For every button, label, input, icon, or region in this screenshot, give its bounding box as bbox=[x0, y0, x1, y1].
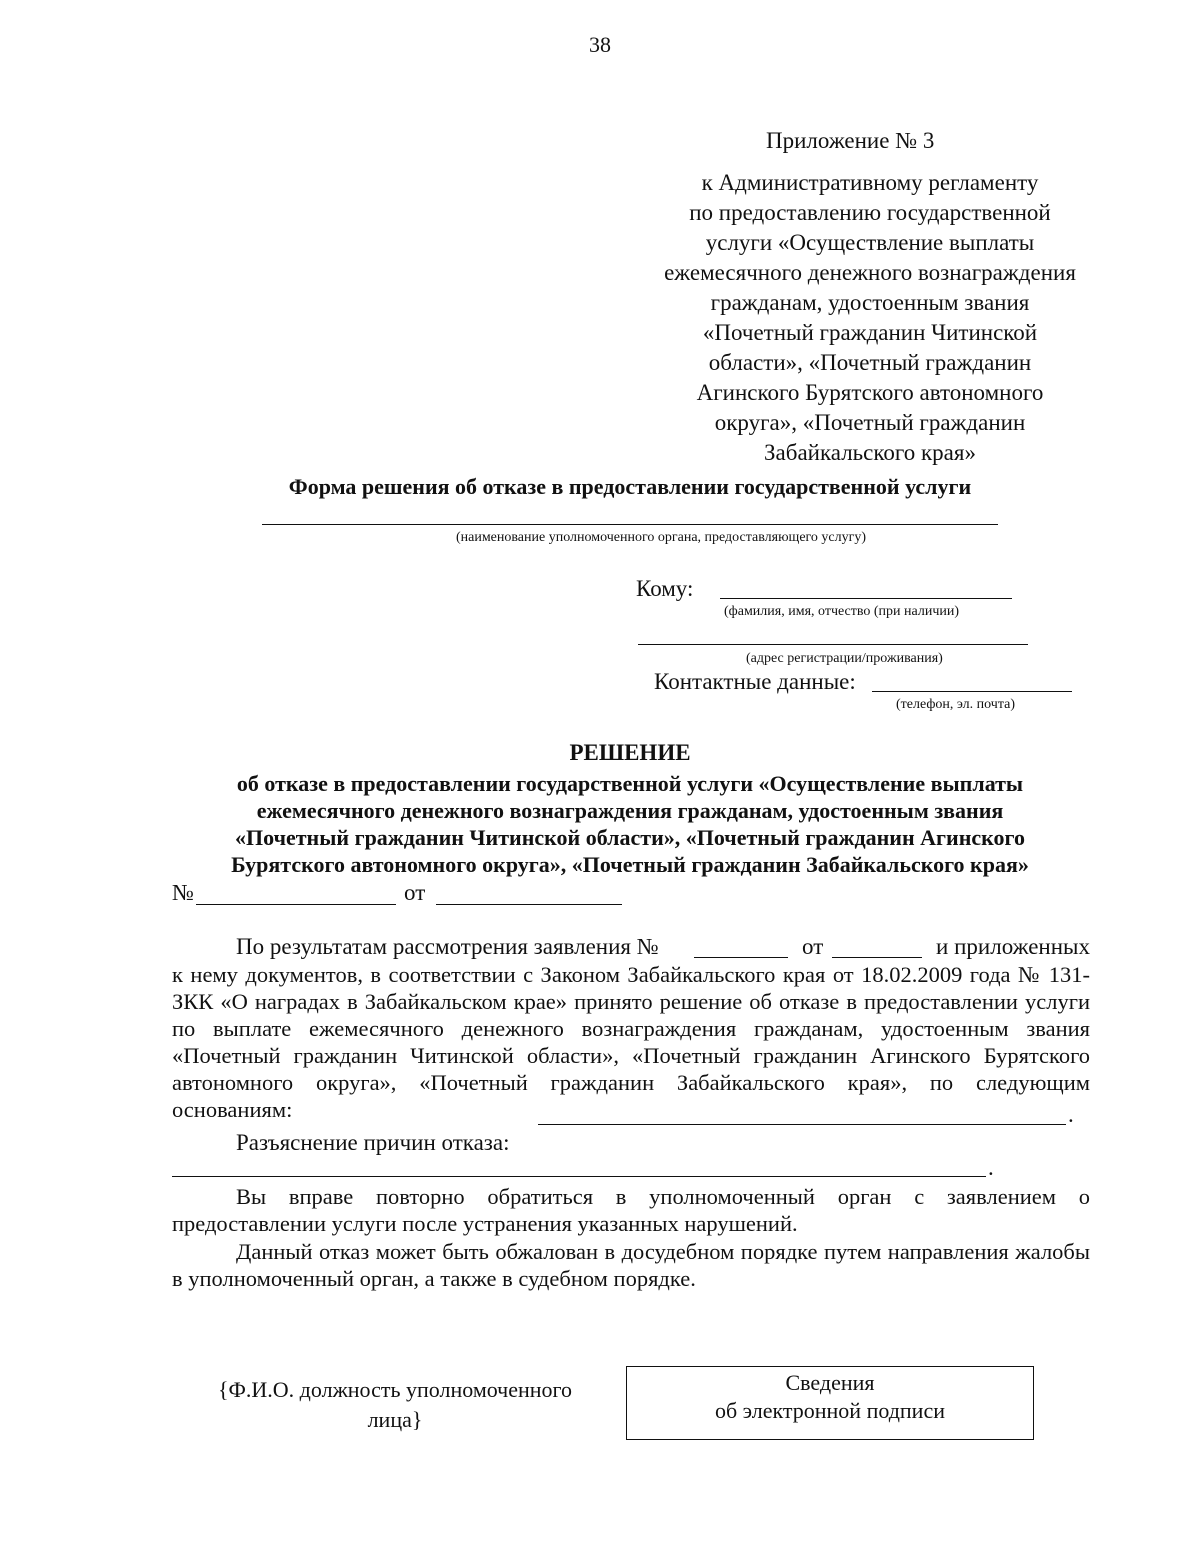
application-lead: По результатам рассмотрения заявления № bbox=[236, 934, 659, 959]
reasons-line bbox=[172, 1176, 986, 1177]
application-number-line bbox=[694, 957, 788, 958]
official-line: {Ф.И.О. должность уполномоченного bbox=[217, 1377, 573, 1402]
reapply-paragraph: Вы вправе повторно обратиться в уполномоченный орган с заявлением о предоставлении услуги после устранения указанных нарушений. bbox=[172, 1184, 1090, 1236]
appendix-line: к Административному регламенту bbox=[701, 170, 1039, 195]
authority-name-line bbox=[262, 524, 998, 525]
appendix-line: «Почетный гражданин Читинской bbox=[702, 320, 1038, 345]
grounds-line bbox=[538, 1124, 1066, 1125]
recipient-name-line bbox=[720, 598, 1012, 599]
official-line: лица} bbox=[367, 1407, 423, 1432]
decision-subtitle-line: «Почетный гражданин Читинской области», «Почетный гражданин Агинского bbox=[235, 825, 1025, 850]
decision-subtitle-line: ежемесячного денежного вознаграждения гражданам, удостоенным звания bbox=[256, 798, 1004, 823]
decision-title: РЕШЕНИЕ bbox=[569, 740, 691, 765]
appendix-title: Приложение № 3 bbox=[766, 128, 935, 153]
contacts-caption: (телефон, эл. почта) bbox=[896, 697, 1016, 712]
appendix-line: ежемесячного денежного вознаграждения bbox=[664, 260, 1076, 285]
appendix-line: области», «Почетный гражданин bbox=[708, 350, 1032, 375]
contacts-line bbox=[872, 691, 1072, 692]
appendix-line: гражданам, удостоенным звания bbox=[710, 290, 1030, 315]
electronic-signature-box bbox=[626, 1366, 1034, 1440]
recipient-name-caption: (фамилия, имя, отчество (при наличии) bbox=[724, 604, 960, 619]
appendix-reference bbox=[640, 168, 1100, 468]
recipient-address-line bbox=[638, 644, 1028, 645]
grounds-period: . bbox=[1068, 1102, 1074, 1127]
page-number: 38 bbox=[589, 32, 611, 57]
decision-subtitle bbox=[170, 770, 1090, 878]
decision-date-label: от bbox=[404, 880, 426, 905]
decision-subtitle-line: Бурятского автономного округа», «Почетный гражданин Забайкальского края» bbox=[231, 852, 1029, 877]
appendix-line: услуги «Осуществление выплаты bbox=[705, 230, 1035, 255]
to-label: Кому: bbox=[636, 576, 694, 601]
reasons-period: . bbox=[988, 1155, 994, 1180]
decision-number-line bbox=[196, 904, 396, 905]
application-date-line bbox=[832, 957, 922, 958]
official-signature-block bbox=[190, 1375, 600, 1435]
contacts-label: Контактные данные: bbox=[654, 669, 856, 694]
appendix-line: Забайкальского края» bbox=[764, 440, 976, 465]
form-title: Форма решения об отказе в предоставлении государственной услуги bbox=[288, 474, 972, 499]
appendix-line: округа», «Почетный гражданин bbox=[714, 410, 1026, 435]
appendix-line: Агинского Бурятского автономного bbox=[696, 380, 1044, 405]
reasons-label: Разъяснение причин отказа: bbox=[236, 1130, 510, 1155]
decision-subtitle-line: об отказе в предоставлении государственной услуги «Осуществление выплаты bbox=[236, 771, 1024, 796]
application-tail: и приложенных bbox=[936, 934, 1090, 959]
authority-caption: (наименование уполномоченного органа, предоставляющего услугу) bbox=[455, 530, 867, 545]
decision-number-label: № bbox=[172, 880, 194, 905]
esig-line: Сведения bbox=[785, 1370, 875, 1395]
appendix-line: по предоставлению государственной bbox=[689, 200, 1051, 225]
decision-body-paragraph: к нему документов, в соответствии с Законом Забайкальского края от 18.02.2009 года № 131-ЗКК «О наградах в Забайкальском крае» принято решение об отказе в предоставлении услуги по выплате ежемесячного денежного вознаграждения гражданам, удостоенным звания «Почетный гражданин Читинской области», «Почетный гражданин Агинского Бурятского автономного округа», «Почетный гражданин Забайкальского края», по следующим основаниям: bbox=[172, 962, 1090, 1122]
appeal-paragraph: Данный отказ может быть обжалован в досудебном порядке путем направления жалобы в уполномоченный орган, а также в судебном порядке. bbox=[172, 1239, 1090, 1291]
decision-date-line bbox=[436, 904, 622, 905]
recipient-address-caption: (адрес регистрации/проживания) bbox=[746, 651, 943, 666]
esig-line: об электронной подписи bbox=[714, 1398, 945, 1423]
application-date-label: от bbox=[802, 934, 824, 959]
